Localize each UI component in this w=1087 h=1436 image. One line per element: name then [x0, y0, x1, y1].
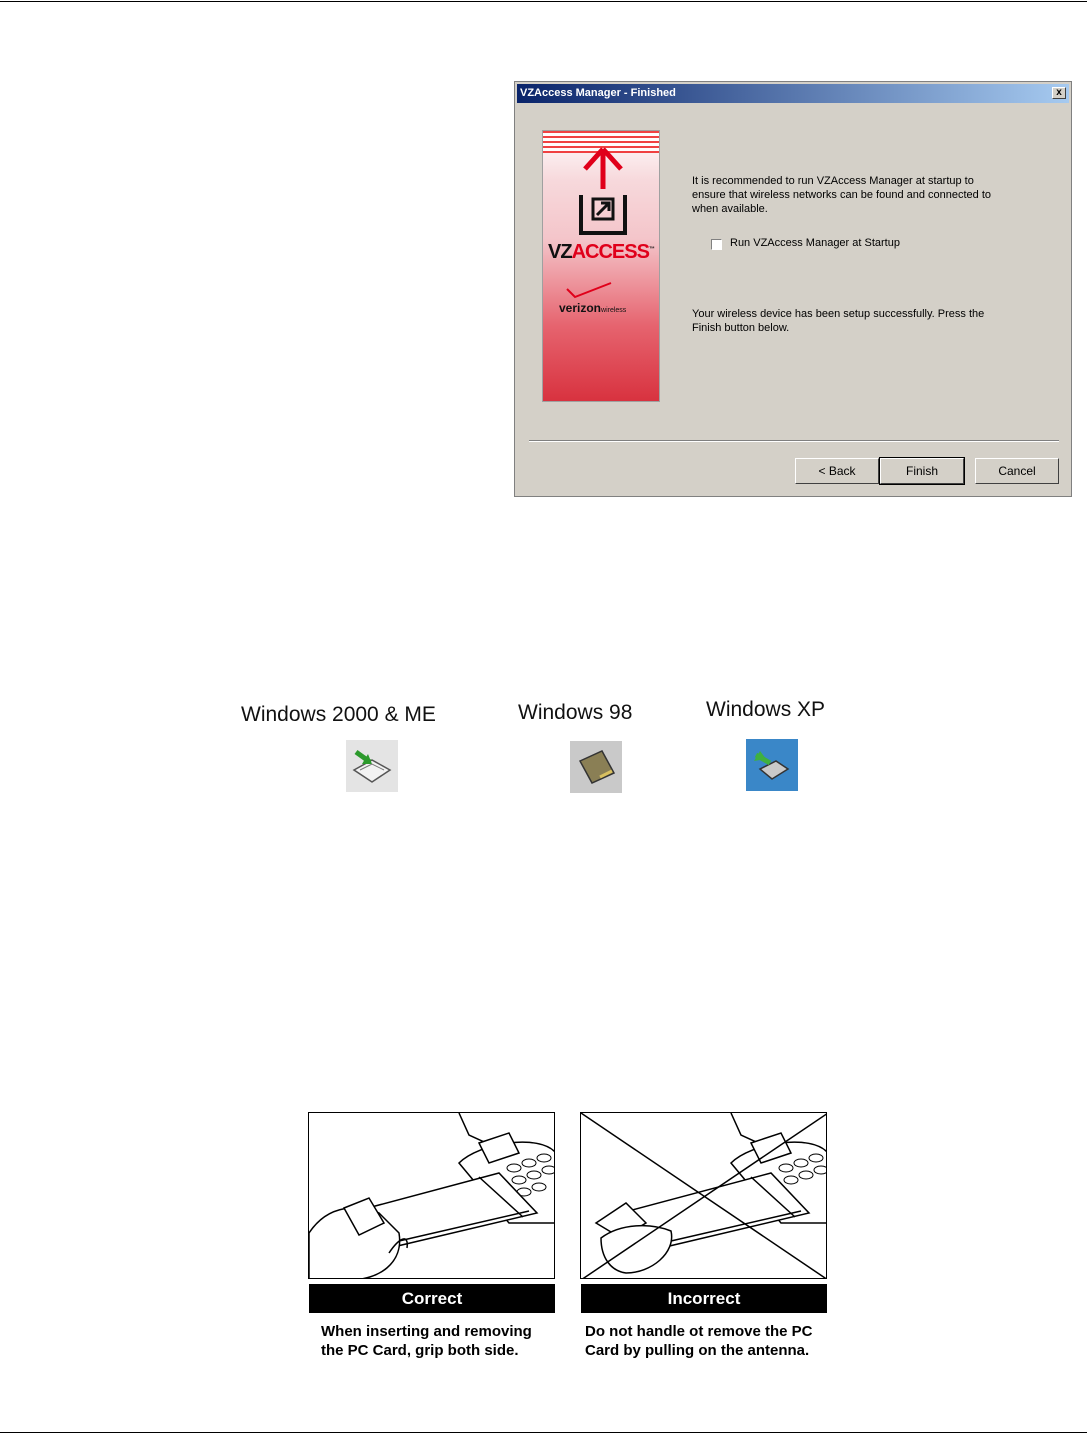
incorrect-label: Incorrect [581, 1284, 827, 1313]
vzaccess-logo: VZACCESS™ [548, 241, 654, 263]
os-label-xp: Windows XP [706, 698, 826, 721]
upload-arrow-icon [573, 145, 633, 241]
os-label-2000-me: Windows 2000 & ME [241, 703, 436, 726]
run-at-startup-label[interactable]: Run VZAccess Manager at Startup [730, 237, 900, 249]
vzaccess-banner [542, 130, 660, 402]
correct-caption: When inserting and removing the PC Card, grip both side. [321, 1323, 532, 1359]
dialog-titlebar[interactable] [517, 84, 1069, 103]
cancel-button[interactable]: Cancel [975, 458, 1059, 484]
dialog-title: VZAccess Manager - Finished [520, 87, 676, 99]
safely-remove-hardware-icon [746, 739, 798, 791]
back-button[interactable]: < Back [795, 458, 879, 484]
pc-card-eject-icon [346, 740, 398, 792]
verizon-wireless-logo: verizonwireless [559, 301, 627, 315]
dialog-separator [529, 440, 1059, 442]
incorrect-handling-illustration [580, 1112, 827, 1279]
correct-handling-illustration [308, 1112, 555, 1279]
bottom-rule [0, 1432, 1087, 1433]
success-message: Your wireless device has been setup successfully. Press the Finish button below. [692, 308, 985, 334]
finish-button[interactable]: Finish [880, 458, 964, 484]
os-label-98: Windows 98 [518, 701, 633, 724]
run-at-startup-checkbox[interactable] [711, 239, 722, 250]
close-icon: x [1056, 87, 1062, 98]
top-rule [0, 1, 1087, 2]
finished-dialog [514, 81, 1072, 497]
correct-label: Correct [309, 1284, 555, 1313]
verizon-check-icon [565, 281, 615, 301]
pc-card-icon [570, 741, 622, 793]
startup-recommendation: It is recommended to run VZAccess Manager at startup to ensure that wireless networks can be found and connected to when available. [692, 175, 992, 215]
close-button[interactable] [1052, 87, 1066, 99]
incorrect-caption: Do not handle ot remove the PC Card by pulling on the antenna. [585, 1323, 813, 1359]
